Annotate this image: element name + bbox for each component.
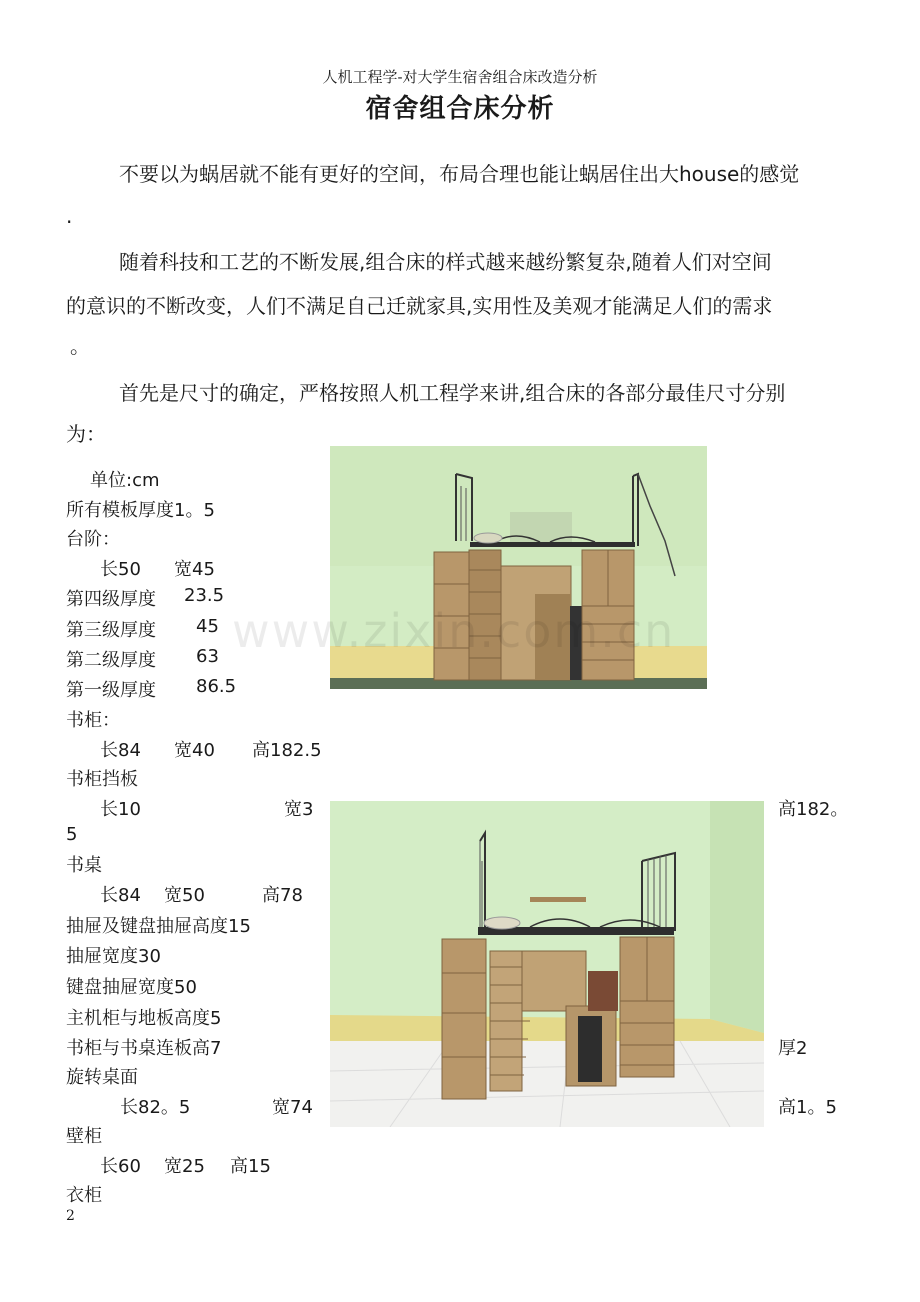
spec-desk-length: 长84 xyxy=(100,885,141,906)
spec-host-cabinet: 主机柜与地板高度5 xyxy=(66,1008,222,1029)
spec-bookcase-height: 高182.5 xyxy=(252,740,322,761)
page-number: 2 xyxy=(66,1208,75,1224)
spec-link-board: 书柜与书桌连板高7 xyxy=(66,1038,222,1059)
spec-wall-length: 长60 xyxy=(100,1156,141,1177)
spec-step3-label: 第三级厚度 xyxy=(66,620,156,641)
spec-step1-label: 第一级厚度 xyxy=(66,680,156,701)
paragraph-2-line-2: 的意识的不断改变，人们不满足自己迁就家具,实用性及美观才能满足人们的需求 xyxy=(66,294,773,318)
spec-baffle-height-b: 5 xyxy=(66,824,78,845)
watermark: www.zixin.com.cn xyxy=(232,604,676,658)
spec-bookcase-length: 长84 xyxy=(100,740,141,761)
spec-baffle-height-a: 高182。 xyxy=(778,799,849,820)
spec-keyboard-width: 键盘抽屉宽度50 xyxy=(66,977,197,998)
spec-step1-value: 86.5 xyxy=(196,676,237,697)
spec-drawer-height: 抽屉及键盘抽屉高度15 xyxy=(66,916,251,937)
running-header: 人机工程学-对大学生宿舍组合床改造分析 xyxy=(322,68,598,86)
spec-bookcase-width: 宽40 xyxy=(174,740,215,761)
spec-step4-value: 23.5 xyxy=(184,585,225,606)
spec-step4-label: 第四级厚度 xyxy=(66,589,156,610)
spec-wall-width: 宽25 xyxy=(164,1156,205,1177)
spec-baffle-heading: 书柜挡板 xyxy=(66,769,138,790)
spec-wall-cabinet-heading: 壁柜 xyxy=(66,1126,102,1147)
spec-steps-width: 宽45 xyxy=(174,559,215,580)
spec-link-board-thickness: 厚2 xyxy=(778,1038,808,1059)
spec-unit: 单位:cm xyxy=(90,470,160,491)
spec-desk-height: 高78 xyxy=(262,885,303,906)
spec-baffle-length: 长10 xyxy=(100,799,141,820)
paragraph-1-line-1: 不要以为蜗居就不能有更好的空间，布局合理也能让蜗居住出大house的感觉 xyxy=(119,162,800,186)
spec-step2-value: 63 xyxy=(196,646,219,667)
spec-desk-width: 宽50 xyxy=(164,885,205,906)
spec-drawer-width: 抽屉宽度30 xyxy=(66,946,161,967)
spec-board-thickness: 所有模板厚度1。5 xyxy=(66,500,215,521)
paragraph-1-line-2: . xyxy=(66,204,73,228)
spec-baffle-width: 宽3 xyxy=(284,799,314,820)
spec-rotating-width: 宽74 xyxy=(272,1097,313,1118)
page-title: 宿舍组合床分析 xyxy=(365,94,555,124)
spec-rotating-length: 长82。5 xyxy=(120,1097,191,1118)
spec-rotating-heading: 旋转桌面 xyxy=(66,1067,138,1088)
spec-rotating-height: 高1。5 xyxy=(778,1097,837,1118)
spec-wardrobe-heading: 衣柜 xyxy=(66,1185,102,1206)
spec-step2-label: 第二级厚度 xyxy=(66,650,156,671)
bed-render-perspective-view xyxy=(330,801,764,1127)
paragraph-2-line-1: 随着科技和工艺的不断发展,组合床的样式越来越纷繁复杂,随着人们对空间 xyxy=(119,250,772,274)
paragraph-3-line-1: 首先是尺寸的确定，严格按照人机工程学来讲,组合床的各部分最佳尺寸分别 xyxy=(119,381,786,405)
paragraph-3-line-2: 为： xyxy=(66,422,106,446)
spec-steps-length: 长50 xyxy=(100,559,141,580)
spec-step3-value: 45 xyxy=(196,616,219,637)
spec-bookcase-heading: 书柜： xyxy=(66,710,120,731)
spec-wall-height: 高15 xyxy=(230,1156,271,1177)
spec-steps-heading: 台阶： xyxy=(66,529,120,550)
spec-desk-heading: 书桌 xyxy=(66,855,102,876)
paragraph-2-line-3: 。 xyxy=(70,334,90,358)
